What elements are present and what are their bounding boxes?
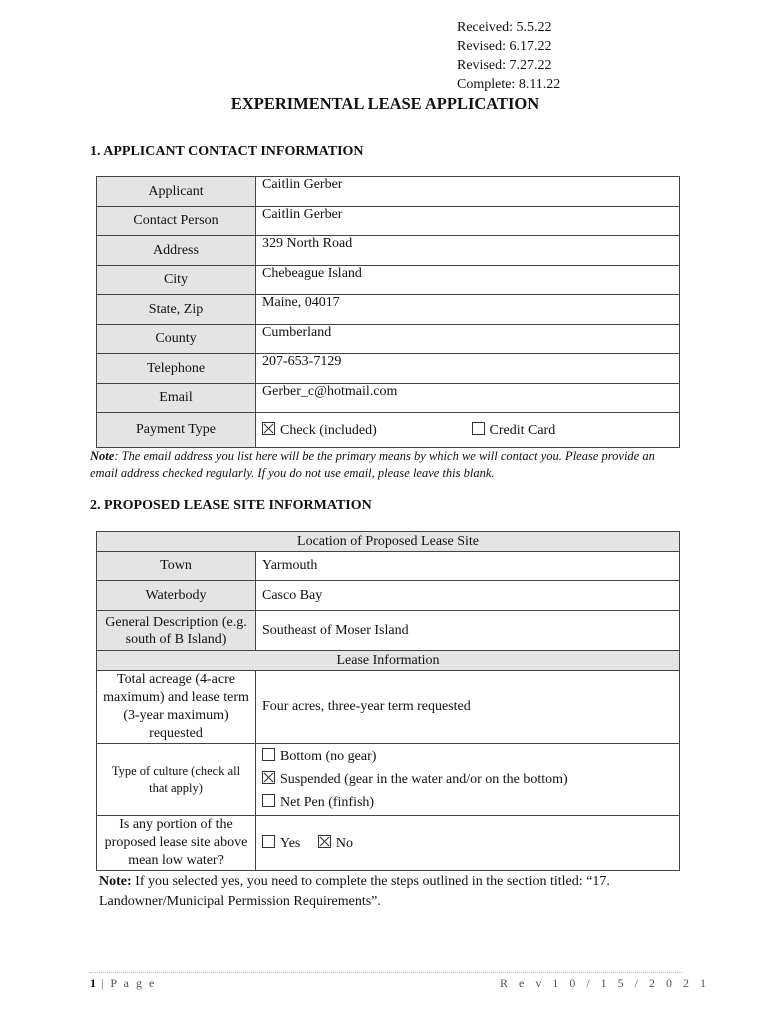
email-note [90, 448, 670, 482]
document-title: EXPERIMENTAL LEASE APPLICATION [230, 94, 540, 113]
applicant-field[interactable]: Caitlin Gerber [256, 177, 680, 207]
town-label: Town [97, 552, 256, 581]
culture-bottom-label: Bottom (no gear) [280, 749, 377, 764]
note-prefix: Note [90, 449, 115, 463]
culture-suspended-label: Suspended (gear in the water and/or on the bottom) [280, 772, 568, 787]
table-row [97, 413, 680, 448]
state-zip-label: State, Zip [97, 295, 256, 325]
table-row [97, 611, 680, 651]
table-row [97, 236, 680, 266]
culture-bottom-checkbox[interactable] [262, 748, 275, 761]
revised-date-1: Revised: 6.17.22 [457, 39, 552, 54]
section-1-heading: 1. APPLICANT CONTACT INFORMATION [90, 144, 364, 159]
applicant-label: Applicant [97, 177, 256, 207]
table-row [97, 552, 680, 581]
table-row [97, 325, 680, 354]
above-water-no-label: No [335, 835, 353, 851]
state-zip-field[interactable]: Maine, 04017 [256, 295, 680, 325]
table-row [97, 295, 680, 325]
email-field[interactable]: Gerber_c@hotmail.com [256, 384, 680, 413]
table-row [97, 266, 680, 295]
waterbody-label: Waterbody [97, 581, 256, 611]
above-water-no-option[interactable] [318, 836, 353, 851]
culture-type-label: Type of culture (check all that apply) [97, 744, 256, 816]
payment-type-options [256, 413, 680, 448]
payment-type-label: Payment Type [97, 413, 256, 448]
payment-card-checkbox[interactable] [472, 422, 485, 435]
table-row [97, 816, 680, 871]
culture-type-options [256, 744, 680, 816]
address-field[interactable]: 329 North Road [256, 236, 680, 266]
county-label: County [97, 325, 256, 354]
culture-option-net-pen[interactable] [262, 791, 673, 814]
table-row [97, 207, 680, 236]
table-row [97, 384, 680, 413]
page-number: 1 [90, 976, 96, 990]
culture-suspended-checkbox[interactable] [262, 771, 275, 784]
city-label: City [97, 266, 256, 295]
above-water-label: Is any portion of the proposed lease site above mean low water? [97, 816, 256, 871]
table-row [97, 581, 680, 611]
culture-net-pen-checkbox[interactable] [262, 794, 275, 807]
address-label: Address [97, 236, 256, 266]
county-field[interactable]: Cumberland [256, 325, 680, 354]
revision-stamps [457, 18, 560, 94]
section-2-heading: 2. PROPOSED LEASE SITE INFORMATION [90, 498, 372, 513]
location-header: Location of Proposed Lease Site [97, 532, 680, 552]
complete-date: Complete: 8.11.22 [457, 77, 561, 92]
lease-site-table [96, 531, 680, 871]
table-row [97, 354, 680, 384]
footer-page [90, 976, 156, 991]
acreage-label: Total acreage (4-acre maximum) and lease term (3-year maximum) requested [97, 671, 256, 744]
table-row [97, 651, 680, 671]
landowner-note [99, 872, 679, 912]
telephone-label: Telephone [97, 354, 256, 384]
town-field[interactable]: Yarmouth [256, 552, 680, 581]
footer-revision: R e v 1 0 / 1 5 / 2 0 2 1 [500, 976, 710, 990]
table-row [97, 671, 680, 744]
email-label: Email [97, 384, 256, 413]
payment-check-label: Check (included) [280, 422, 377, 438]
table-row [97, 532, 680, 552]
note-2-prefix: Note: [99, 874, 132, 889]
description-label: General Description (e.g. south of B Island) [97, 611, 256, 651]
above-water-yes-checkbox[interactable] [262, 835, 275, 848]
table-row [97, 744, 680, 816]
note-text: : The email address you list here will be the primary means by which we will contact you. Please provide an email address checked regularly. If you do not use email, please leave this blank. [90, 449, 655, 480]
applicant-contact-table [96, 176, 680, 448]
footer-divider [90, 972, 682, 973]
waterbody-field[interactable]: Casco Bay [256, 581, 680, 611]
culture-net-pen-label: Net Pen (finfish) [280, 795, 375, 810]
telephone-field[interactable]: 207-653-7129 [256, 354, 680, 384]
table-row [97, 177, 680, 207]
acreage-field[interactable]: Four acres, three-year term requested [256, 671, 680, 744]
above-water-yes-option[interactable] [262, 836, 300, 851]
description-field[interactable]: Southeast of Moser Island [256, 611, 680, 651]
contact-person-field[interactable]: Caitlin Gerber [256, 207, 680, 236]
city-field[interactable]: Chebeague Island [256, 266, 680, 295]
payment-card-label: Credit Card [489, 422, 556, 438]
note-2-text: If you selected yes, you need to complete the steps outlined in the section titled: “17. Landowner/Municipal Permission Requirements”. [99, 874, 610, 909]
received-date: Received: 5.5.22 [457, 20, 552, 35]
lease-info-header: Lease Information [97, 651, 680, 671]
page-label: | P a g e [101, 976, 157, 990]
above-water-no-checkbox[interactable] [318, 835, 331, 848]
payment-check-checkbox[interactable] [262, 422, 275, 435]
above-water-yes-label: Yes [280, 835, 301, 851]
revised-date-2: Revised: 7.27.22 [457, 58, 552, 73]
contact-person-label: Contact Person [97, 207, 256, 236]
payment-check-option[interactable] [262, 422, 468, 439]
payment-card-option[interactable] [472, 423, 556, 438]
culture-option-bottom[interactable] [262, 745, 673, 768]
culture-option-suspended[interactable] [262, 768, 673, 791]
above-water-options [256, 816, 680, 871]
